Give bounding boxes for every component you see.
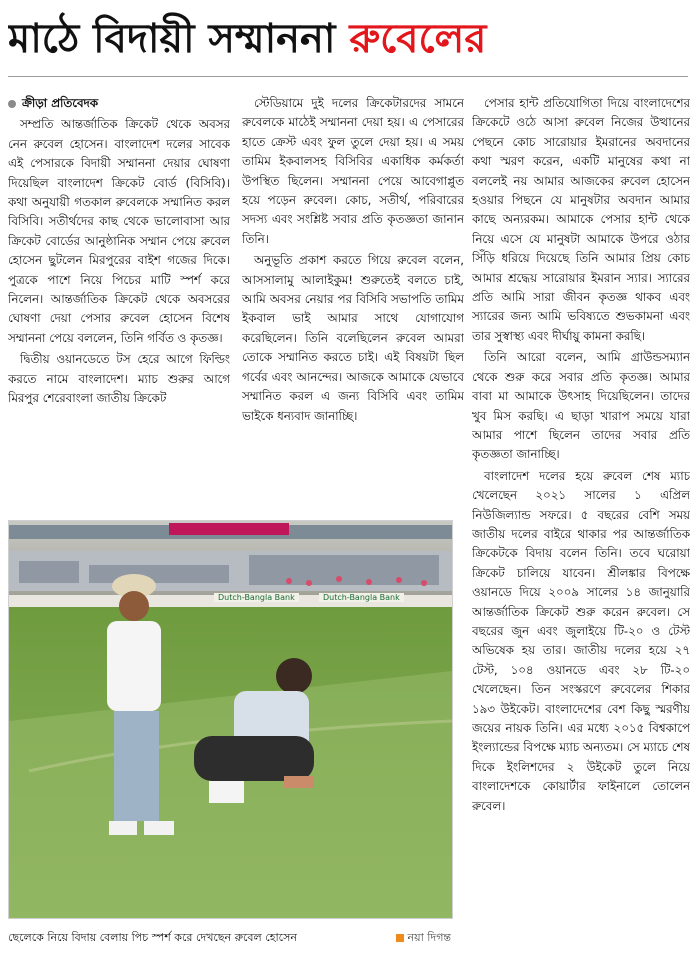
- article-column-2: [242, 94, 464, 504]
- paragraph: বাংলাদেশ দলের হয়ে রুবেল শেষ ম্যাচ খেলেছেন ২০২১ সালের ১ এপ্রিল নিউজিল্যান্ড সফরে। ৫ বছরের বেশি সময় জাতীয় দলের বাইরে থাকার পর আন্তর্জাতিক ক্রিকেটকে বিদায় বলেন তিনি। তবে ঘরোয়া ক্রিকেট চালিয়ে যাবেন। শ্রীলঙ্কার বিপক্ষে ওয়ানডে দিয়ে ২০০৯ সালের ১৪ জানুয়ারি আন্তর্জাতিক ক্রিকেট শুরু করেন রুবেল। সে বছরের জুন এবং জুলাইয়ে টি-২০ ও টেস্ট অভিষেক হয় তার। জাতীয় দলের হয়ে ২৭ টেস্ট, ১০৪ ওয়ানডে এবং ২৮ টি-২০ খেলেছেন। তিন সংস্করণে রুবেলের শিকার ১৯৩ উইকেট। বাংলাদেশের বেশ কিছু স্মরণীয় জয়ের নায়ক তিনি। এর মধ্যে ২০১৫ বিশ্বকাপে ইংল্যান্ডের বিপক্ষে ম্যাচ অন্যতম। সে ম্যাচে শেষ দিকে ইংলিশদের ২ উইকেট তুলে নিয়ে বাংলাদেশকে কোয়ার্টার ফাইনালে তোলেন রুবেল।: [472, 468, 690, 813]
- headline-main: মাঠে বিদায়ী সম্মাননা: [8, 15, 350, 62]
- headline-highlight: রুবেলের: [349, 15, 487, 62]
- photo-caption: [8, 925, 451, 951]
- article-column-3: [472, 94, 690, 954]
- headline: [8, 8, 688, 70]
- ad-board-text: Dutch-Bangla Bank: [214, 593, 299, 602]
- byline-bullet-icon: [8, 100, 16, 108]
- byline: [8, 94, 230, 113]
- photo-credit: [396, 925, 451, 951]
- credit-square-icon: [396, 934, 404, 942]
- caption-text: ছেলেকে নিয়ে বিদায় বেলায় পিচ স্পর্শ করে দেখছেন রুবেল হোসেন: [8, 931, 297, 944]
- ad-board-text: Dutch-Bangla Bank: [319, 593, 404, 602]
- article-photo: [8, 520, 453, 919]
- credit-text: নয়া দিগন্ত: [407, 931, 451, 944]
- paragraph: অনুভূতি প্রকাশ করতে গিয়ে রুবেল বলেন, আসসালামু আলাইকুম! শুরুতেই বলতে চাই, আমি অবসর নেয়ার পর বিসিবি সভাপতি তামিম ইকবাল ভাই আমার সাথে যোগাযোগ করেছিলেন। তিনি বলেছিলেন রুবেল আমরা তোকে সম্মানিত করতে চাই। এই বিষয়টা ছিল গর্বের এবং আনন্দের। আজকে আমাকে যেভাবে সম্মানিত করল এ জন্য বিসিবি এবং তামিম ভাইকে ধন্যবাদ জানাচ্ছি।: [242, 253, 464, 423]
- article-column-1: [8, 94, 230, 504]
- paragraph: সম্প্রতি আন্তর্জাতিক ক্রিকেট থেকে অবসর নেন রুবেল হোসেন। বাংলাদেশ দলের সাবেক এই পেসারকে বিদায়ী সম্মাননা দেয়ার ঘোষণা দিয়েছিল বাংলাদেশ ক্রিকেট বোর্ড (বিসিবি)। কথা অনুযায়ী গতকাল রুবেলকে সম্মানিত করল বিসিবি। সতীর্থদের কাছ থেকে ভালোবাসা আর ক্রিকেট বোর্ডের আনুষ্ঠানিক সম্মান পেয়ে রুবেল হোসেন ছুটলেন মিরপুরের বাইশ গজের দিকে। পুত্রকে পাশে নিয়ে পিচের মাটি স্পর্শ করে নিলেন। আন্তর্জাতিক ক্রিকেট থেকে অবসরের ঘোষণা দেয়া পেসার রুবেল হোসেন বিশেষ সম্মাননা পেয়ে বললেন, তিনি গর্বিত ও কৃতজ্ঞ।: [8, 117, 230, 345]
- paragraph: পেসার হান্ট প্রতিযোগিতা দিয়ে বাংলাদেশের ক্রিকেটে ওঠে আসা রুবেল নিজের উত্থানের পেছনে কোচ সারোয়ার ইমরানের অবদানের কথা স্মরণ করেন, একটি মানুষের কথা না বললেই নয় আমার আজকের রুবেল হোসেন হওয়ার পিছনে যে মানুষটার অবদান আমার কাছে অন্যরকম। আমাকে পেসার হান্ট থেকে নিয়ে এসে যে মানুষটা আমাকে উপরে ওঠার সিঁড়ি ধরিয়ে দিয়েছে তিনি আমার প্রিয় কোচ আমার শ্রদ্ধেয় সারোয়ার ইমরান স্যার। স্যারের প্রতি আমি সারা জীবন কৃতজ্ঞ থাকব এবং স্যারের জন্য আমি ভবিষ্যতে শুভকামনা এবং তার সুস্বাস্থ্য এবং দীর্ঘায়ু কামনা করছি।: [472, 96, 690, 343]
- byline-text: ক্রীড়া প্রতিবেদক: [22, 96, 98, 110]
- stadium-banner: [169, 523, 289, 535]
- paragraph: দ্বিতীয় ওয়ানডেতে টস হেরে আগে ফিল্ডিং করতে নামে বাংলাদেশ। ম্যাচ শুরুর আগে মিরপুর শেরেবাংলা জাতীয় ক্রিকেট: [8, 352, 230, 406]
- paragraph: তিনি আরো বলেন, আমি গ্রাউন্ডসম্যান থেকে শুরু করে সবার প্রতি কৃতজ্ঞ। আমার বাবা মা আমাকে উৎসাহ দিয়েছিলেন। তাদের খুব মিস করছি। এ ছাড়া খারাপ সময়ে যারা আমার পাশে ছিলেন তাদের সবার প্রতি কৃতজ্ঞতা জানাচ্ছি।: [472, 350, 690, 462]
- photo-illustration: [9, 521, 452, 918]
- headline-rule: [8, 76, 688, 77]
- paragraph: স্টেডিয়ামে দুই দলের ক্রিকেটারদের সামনে রুবেলকে মাঠেই সম্মাননা দেয়া হয়। এ পেসারের হাতে ক্রেস্ট এবং ফুল তুলে দেয়া হয়। এ সময় তামিম ইকবালসহ বিসিবির একাধিক কর্মকর্তা উপস্থিত ছিলেন। সম্মাননা পেয়ে আবেগাপ্লুত হয়ে পড়েন রুবেল। কোচ, সতীর্থ, পরিবারের সদস্য এবং সংশ্লিষ্ট সবার প্রতি কৃতজ্ঞতা জানান তিনি।: [242, 96, 464, 246]
